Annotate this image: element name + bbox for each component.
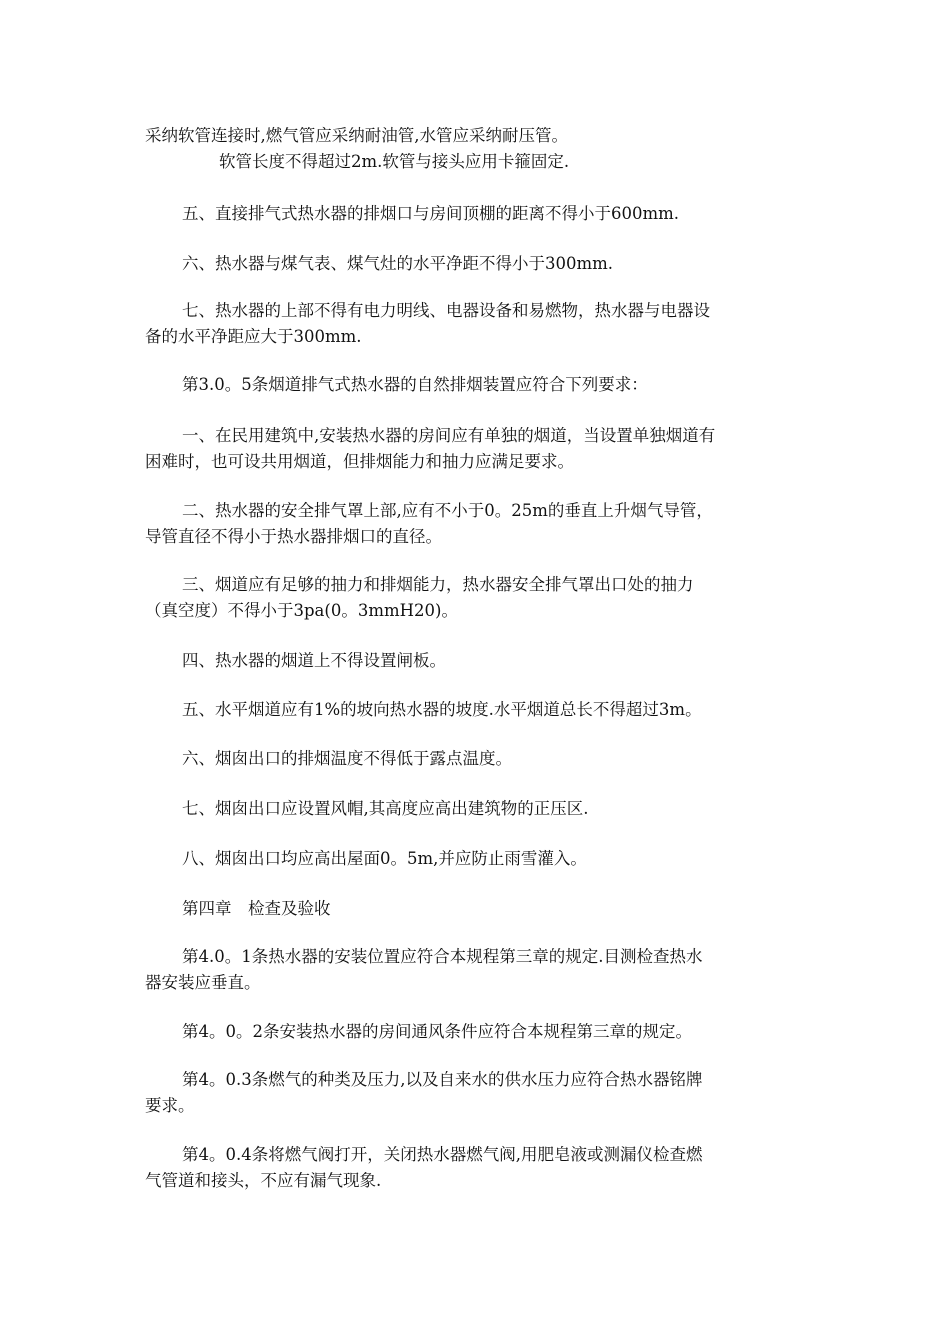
- text-line: 器安装应垂直。: [145, 973, 261, 992]
- text-line: 第4。0。2条安装热水器的房间通风条件应符合本规程第三章的规定。: [182, 1022, 692, 1041]
- paragraph-flue-item-4: [145, 648, 805, 674]
- paragraph-flue-item-8: [145, 846, 805, 872]
- chapter-4-heading: [145, 896, 805, 922]
- text-line: 七、热水器的上部不得有电力明线、电器设备和易燃物，热水器与电器设: [182, 301, 710, 320]
- text-line: 四、热水器的烟道上不得设置闸板。: [182, 651, 446, 670]
- text-line: 困难时，也可设共用烟道，但排烟能力和抽力应满足要求。: [145, 452, 574, 471]
- paragraph-item-5-exhaust-outlet: [145, 201, 805, 227]
- paragraph-item-6-gas-meter-distance: [145, 251, 805, 277]
- text-line: 三、烟道应有足够的抽力和排烟能力，热水器安全排气罩出口处的抽力: [182, 575, 694, 594]
- paragraph-article-4-0-1: [145, 944, 805, 996]
- text-line: 一、在民用建筑中,安装热水器的房间应有单独的烟道，当设置单独烟道有: [182, 426, 716, 445]
- text-line: 第四章 检查及验收: [182, 899, 331, 918]
- text-line: 第4.0。1条热水器的安装位置应符合本规程第三章的规定.目测检查热水: [182, 947, 703, 966]
- text-line: 采纳软管连接时,燃气管应采纳耐油管,水管应采纳耐压管。: [145, 126, 568, 145]
- text-line: 五、水平烟道应有1%的坡向热水器的坡度.水平烟道总长不得超过3m。: [182, 700, 702, 719]
- paragraph-flue-item-2: [145, 498, 805, 550]
- text-line: 第4。0.3条燃气的种类及压力,以及自来水的供水压力应符合热水器铭牌: [182, 1070, 703, 1089]
- paragraph-article-3-0-5: [145, 372, 805, 398]
- paragraph-flue-item-5: [145, 697, 805, 723]
- text-line: 七、烟囱出口应设置风帽,其高度应高出建筑物的正压区.: [182, 799, 589, 818]
- text-line: 导管直径不得小于热水器排烟口的直径。: [145, 527, 442, 546]
- text-line: 第3.0。5条烟道排气式热水器的自然排烟装置应符合下列要求：: [182, 375, 648, 394]
- text-line: 六、烟囱出口的排烟温度不得低于露点温度。: [182, 749, 512, 768]
- paragraph-flue-item-6: [145, 746, 805, 772]
- paragraph-hose-length: [219, 149, 819, 175]
- paragraph-article-4-0-2: [145, 1019, 805, 1045]
- paragraph-hose-material: [145, 123, 805, 149]
- text-line: 软管长度不得超过2m.软管与接头应用卡箍固定.: [219, 152, 570, 171]
- text-line: 要求。: [145, 1096, 195, 1115]
- text-line: 备的水平净距应大于300mm.: [145, 327, 362, 346]
- text-line: 二、热水器的安全排气罩上部,应有不小于0。25m的垂直上升烟气导管，: [182, 501, 713, 520]
- text-line: 八、烟囱出口均应高出屋面0。5m,并应防止雨雪灌入。: [182, 849, 587, 868]
- paragraph-flue-item-7: [145, 796, 805, 822]
- text-line: （真空度）不得小于3pa(0。3mmH20)。: [145, 601, 458, 620]
- paragraph-article-4-0-3: [145, 1067, 805, 1119]
- paragraph-flue-item-1: [145, 423, 805, 475]
- text-line: 第4。0.4条将燃气阀打开，关闭热水器燃气阀,用肥皂液或测漏仪检查燃: [182, 1145, 703, 1164]
- text-line: 五、直接排气式热水器的排烟口与房间顶棚的距离不得小于600mm.: [182, 204, 680, 223]
- paragraph-article-4-0-4: [145, 1142, 805, 1194]
- text-line: 六、热水器与煤气表、煤气灶的水平净距不得小于300mm.: [182, 254, 614, 273]
- text-line: 气管道和接头，不应有漏气现象.: [145, 1171, 382, 1190]
- paragraph-item-7-electrical-distance: [145, 298, 805, 350]
- paragraph-flue-item-3: [145, 572, 805, 624]
